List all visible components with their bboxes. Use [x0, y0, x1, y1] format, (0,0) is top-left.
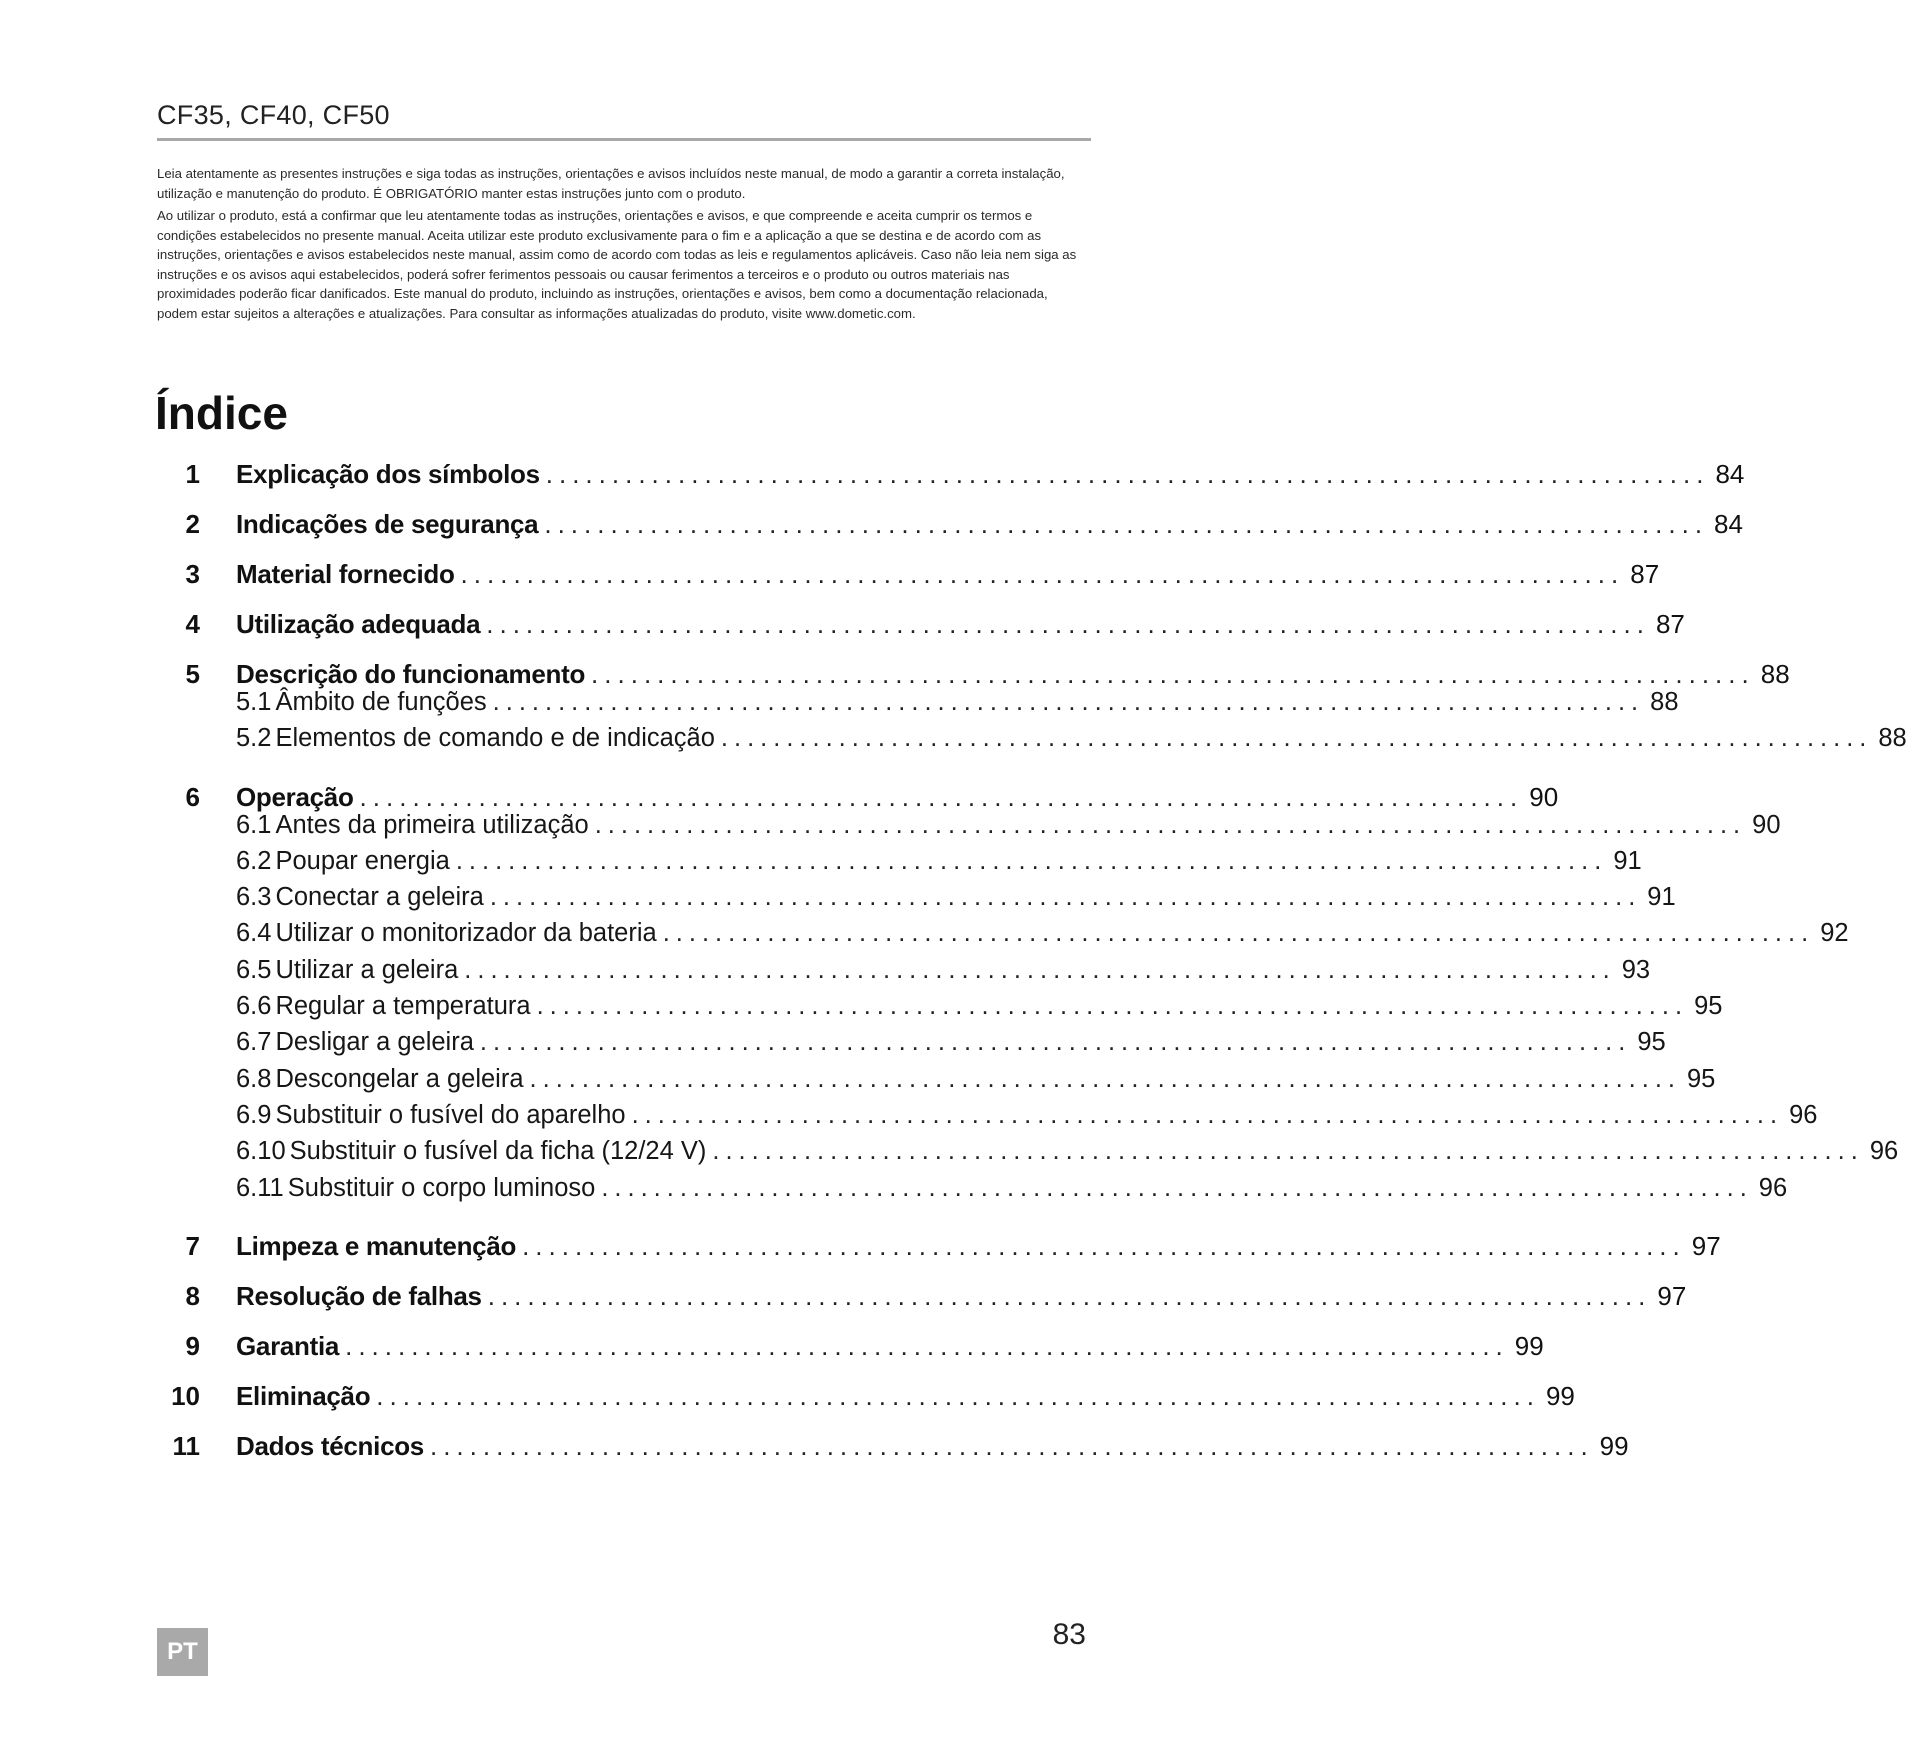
- leader-dots: ........................................................................................: [376, 1380, 1540, 1411]
- leader-dots: ........................................................................................: [345, 1330, 1509, 1361]
- toc-sub-entry-number: 6.1: [236, 810, 272, 839]
- toc-entry-title: Garantia: [236, 1330, 340, 1361]
- toc-sub-entry-number: 6.7: [236, 1028, 272, 1057]
- toc-entry-title: Eliminação: [236, 1380, 371, 1411]
- toc-sub-entry-title: Regular a temperatura: [275, 992, 531, 1021]
- leader-dots: ........................................................................................: [720, 724, 1873, 753]
- toc-entry-title: Material fornecido: [236, 559, 455, 589]
- toc-sub-entry-title: Conectar a geleira: [275, 883, 484, 912]
- toc-entry-title: Utilização adequada: [236, 609, 481, 639]
- toc-entry-title: Operação: [236, 781, 354, 812]
- toc-sub-entry-number: 5.2: [236, 724, 272, 753]
- leader-dots: ........................................................................................: [487, 1280, 1652, 1311]
- toc-entry-number: 1: [185, 459, 200, 489]
- toc-sub-entry-6-2[interactable]: [0, 846, 1642, 883]
- leader-dots: ........................................................................................: [712, 1137, 1864, 1166]
- leader-dots: ........................................................................................: [529, 1064, 1681, 1093]
- index-heading: Índice: [155, 387, 288, 439]
- toc-sub-entry-title: Desligar a geleira: [275, 1028, 474, 1057]
- toc-entry-title: Descrição do funcionamento: [236, 659, 586, 689]
- toc-entry-title: Indicações de segurança: [236, 509, 539, 539]
- language-badge: PT: [157, 1628, 208, 1676]
- leader-dots: ........................................................................................: [601, 1173, 1753, 1202]
- toc-sub-entry-6-5[interactable]: [0, 955, 1651, 992]
- toc-entry-number: 7: [185, 1230, 200, 1261]
- leader-dots: ........................................................................................: [455, 846, 1608, 875]
- leader-dots: ........................................................................................: [486, 609, 1650, 639]
- leader-dots: ........................................................................................: [594, 810, 1747, 839]
- leader-dots: ........................................................................................: [631, 1100, 1784, 1129]
- leader-dots: ........................................................................................: [522, 1230, 1686, 1261]
- toc-entry-4[interactable]: [0, 602, 1685, 652]
- leader-dots: ........................................................................................: [544, 509, 1709, 539]
- leader-dots: ........................................................................................: [429, 1430, 1594, 1461]
- toc-entry-2[interactable]: [0, 502, 1743, 552]
- toc-sub-entry-6-9[interactable]: [0, 1100, 1818, 1137]
- toc-sub-entry-6-11[interactable]: [0, 1173, 1788, 1210]
- toc-entry-page: 99: [1599, 1430, 1629, 1461]
- leader-dots: ........................................................................................: [662, 919, 1815, 948]
- toc-sub-entry-title: Âmbito de funções: [275, 688, 487, 716]
- toc-entry-number: 3: [185, 559, 200, 589]
- toc-entry-page: 99: [1545, 1380, 1575, 1411]
- toc-entry-3[interactable]: [0, 552, 1660, 602]
- toc-sub-entry-number: 6.6: [236, 992, 272, 1021]
- page-number: 83: [1052, 1618, 1086, 1651]
- intro-text: [157, 164, 1091, 326]
- toc-sub-entry-number: 5.1: [236, 688, 272, 716]
- leader-dots: ........................................................................................: [489, 883, 1642, 912]
- header-rule: [157, 138, 1091, 141]
- toc-sub-entry-title: Substituir o corpo luminoso: [287, 1173, 596, 1202]
- toc-entry-page: 87: [1630, 559, 1660, 589]
- toc-sub-entry-page: 93: [1621, 955, 1651, 984]
- toc-sub-entry-page: 90: [1752, 810, 1781, 839]
- toc-sub-entry-title: Substituir o fusível da ficha (12/24 V): [289, 1137, 707, 1166]
- toc-sub-entry-number: 6.2: [236, 846, 272, 875]
- toc-sub-entry-number: 6.8: [236, 1064, 272, 1093]
- intro-paragraph-2: Ao utilizar o produto, está a confirmar que leu atentamente todas as instruções, orientações e avisos, e que compreende e aceita cumprir os termos e condições estabelecidos no presente manual. Aceita utilizar este produto exclusivamente para o fim e a aplicação a que se destina e de acordo com as instruções, orientações e avisos estabelecidos neste manual, assim como de acordo com todas as leis e regulamentos aplicáveis. Caso não leia nem siga as instruções e os avisos aqui estabelecidos, poderá sofrer ferimentos pessoais ou causar ferimentos a terceiros e o produto ou outros materiais nas proximidades poderão ficar danificados. Este manual do produto, incluindo as instruções, orientações e avisos, bem como a documentação relacionada, podem estar sujeitos a alterações e atualizações. Para consultar as informações atualizadas do produto, visite www.dometic.com.: [157, 208, 1077, 321]
- toc-sub-entry-6-8[interactable]: [0, 1064, 1716, 1101]
- toc-sub-entry-number: 6.4: [236, 919, 272, 948]
- toc-sub-entry-page: 96: [1789, 1100, 1818, 1129]
- toc-entry-page: 87: [1655, 609, 1685, 639]
- toc-entry-number: 2: [185, 509, 200, 539]
- toc-sub-entry-number: 6.5: [236, 955, 272, 984]
- leader-dots: ........................................................................................: [545, 459, 1710, 489]
- toc-entry-page: 97: [1657, 1280, 1687, 1311]
- toc-entry-title: Limpeza e manutenção: [236, 1230, 517, 1261]
- toc-entry-number: 8: [185, 1280, 200, 1311]
- leader-dots: ........................................................................................: [591, 659, 1755, 689]
- toc-entry-number: 9: [185, 1330, 200, 1361]
- leader-dots: ........................................................................................: [460, 559, 1625, 589]
- toc-entry-8[interactable]: [0, 1274, 1687, 1324]
- toc-sub-entry-5-1[interactable]: [0, 688, 1679, 724]
- intro-paragraph-1: Leia atentamente as presentes instruções e siga todas as instruções, orientações e avisos incluídos neste manual, de modo a garantir a correta instalação, utilização e manutenção do produto. É OBRIGATÓRIO manter estas instruções junto com o produto.: [157, 166, 1065, 201]
- toc-sub-entry-page: 92: [1820, 919, 1849, 948]
- toc-entry-7[interactable]: [0, 1224, 1721, 1274]
- toc-entry-number: 6: [185, 781, 200, 812]
- toc-sub-entry-title: Descongelar a geleira: [275, 1064, 524, 1093]
- toc-entry-9[interactable]: [0, 1324, 1544, 1374]
- toc-entry-number: 4: [185, 609, 200, 639]
- toc-entry-page: 88: [1760, 659, 1790, 689]
- leader-dots: ........................................................................................: [479, 1028, 1632, 1057]
- toc-entry-page: 99: [1514, 1330, 1544, 1361]
- header-title: CF35, CF40, CF50: [157, 100, 390, 130]
- toc-entry-5[interactable]: [0, 652, 1790, 689]
- toc-entry-page: 97: [1691, 1230, 1721, 1261]
- toc-entry-11[interactable]: [0, 1424, 1629, 1474]
- toc-entry-10[interactable]: [0, 1374, 1575, 1424]
- toc-entry-page: 84: [1714, 509, 1743, 539]
- leader-dots: ........................................................................................: [359, 781, 1524, 812]
- toc-entry-number: 5: [185, 659, 200, 689]
- toc-entry-page: 90: [1529, 781, 1559, 812]
- toc-sub-entry-page: 95: [1687, 1064, 1716, 1093]
- toc-sub-entry-6-3[interactable]: [0, 883, 1676, 919]
- toc-sub-entry-6-1[interactable]: [0, 810, 1781, 847]
- toc-sub-entry-title: Substituir o fusível do aparelho: [275, 1100, 626, 1129]
- toc-sub-entry-page: 96: [1758, 1173, 1788, 1202]
- toc-sub-entry-number: 6.10: [236, 1137, 286, 1166]
- toc-sub-entry-page: 96: [1869, 1137, 1899, 1166]
- toc-sub-entry-title: Utilizar o monitorizador da bateria: [275, 919, 657, 948]
- toc-sub-entry-title: Poupar energia: [275, 846, 450, 875]
- toc-sub-entry-number: 6.3: [236, 883, 272, 912]
- toc-entry-number: 10: [171, 1380, 200, 1411]
- leader-dots: ........................................................................................: [536, 992, 1689, 1021]
- toc-entry-page: 84: [1715, 459, 1745, 489]
- toc-sub-entry-title: Utilizar a geleira: [275, 955, 459, 984]
- leader-dots: ........................................................................................: [492, 688, 1645, 716]
- toc-sub-entry-5-2[interactable]: [0, 724, 1907, 760]
- toc-sub-entry-page: 95: [1637, 1028, 1666, 1057]
- toc-sub-list-5: [0, 688, 1907, 761]
- toc-sub-entry-title: Elementos de comando e de indicação: [275, 724, 715, 753]
- toc-sub-entry-6-6[interactable]: [0, 992, 1723, 1028]
- toc-entry-title: Resolução de falhas: [236, 1280, 482, 1311]
- toc-entry-1[interactable]: [0, 452, 1745, 502]
- table-of-contents: [0, 452, 1907, 1474]
- toc-entry-6[interactable]: [0, 775, 1559, 812]
- toc-sub-entry-title: Antes da primeira utilização: [275, 810, 589, 839]
- toc-entry-title: Explicação dos símbolos: [236, 459, 540, 489]
- toc-sub-entry-page: 95: [1694, 992, 1723, 1021]
- toc-sub-entry-page: 91: [1647, 883, 1676, 912]
- toc-sub-list-6: [0, 810, 1899, 1210]
- toc-sub-entry-number: 6.9: [236, 1100, 272, 1129]
- toc-sub-entry-6-7[interactable]: [0, 1028, 1666, 1064]
- toc-sub-entry-page: 91: [1613, 846, 1642, 875]
- toc-sub-entry-page: 88: [1650, 688, 1679, 716]
- toc-sub-entry-6-4[interactable]: [0, 919, 1849, 955]
- toc-sub-entry-number: 6.11: [236, 1173, 284, 1202]
- toc-sub-entry-page: 88: [1878, 724, 1907, 753]
- toc-sub-entry-6-10[interactable]: [0, 1137, 1899, 1173]
- leader-dots: ........................................................................................: [464, 955, 1616, 984]
- toc-entry-title: Dados técnicos: [236, 1430, 424, 1461]
- toc-entry-number: 11: [172, 1430, 200, 1461]
